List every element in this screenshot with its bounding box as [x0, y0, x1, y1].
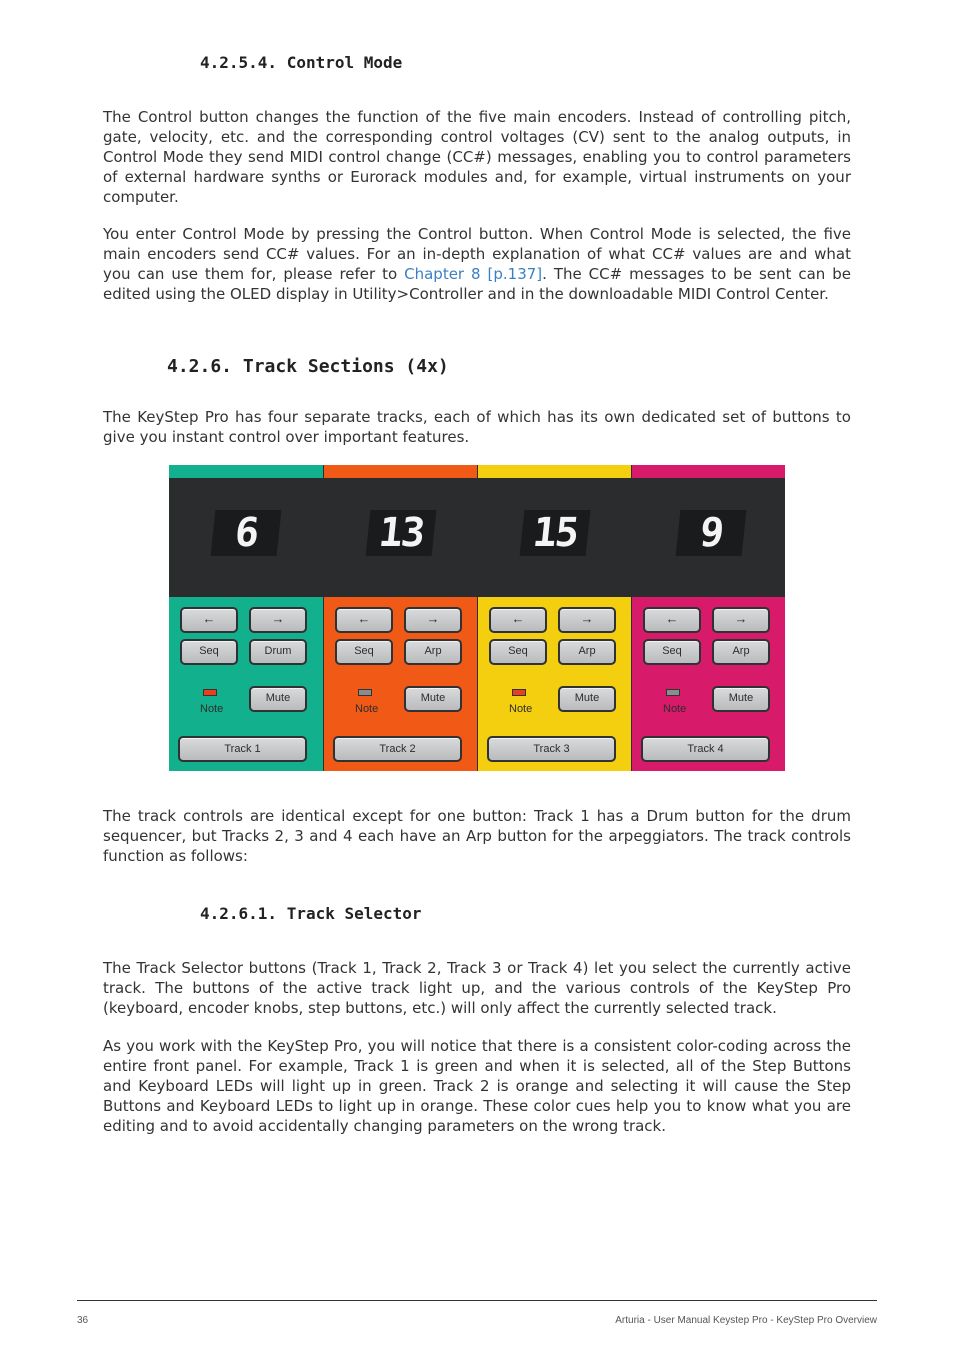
note-label: Note	[355, 703, 379, 715]
note-led	[203, 689, 217, 696]
prev-arrow-button[interactable]: ←	[180, 607, 238, 633]
mute-button[interactable]: Mute	[249, 686, 307, 712]
track-select-button[interactable]: Track 2	[333, 736, 462, 762]
track-select-button[interactable]: Track 3	[487, 736, 616, 762]
section-heading-control-mode: 4.2.5.4. Control Mode	[200, 53, 403, 72]
track-panel	[324, 597, 477, 771]
mode-button[interactable]: Arp	[404, 639, 462, 665]
paragraph-track-selector-buttons: The Track Selector buttons (Track 1, Track 2, Track 3 or Track 4) let you select the currently active track. The buttons of the active track light up, and the various controls of the KeyStep Pro (keyboard, encoder knobs, step buttons, etc.) will only affect the currently selected track.	[103, 959, 851, 1017]
prev-arrow-button[interactable]: ←	[643, 607, 701, 633]
paragraph-control-button: The Control button changes the function of the five main encoders. Instead of controlling pitch, gate, velocity, etc. and the corresponding control voltages (CV) sent to the analog outputs, in Control Mode they send MIDI control change (CC#) messages, enabling you to control parameters of external hardware synths or Eurorack modules and, for example, virtual instruments on your computer.	[103, 108, 851, 206]
section-heading-track-selector: 4.2.6.1. Track Selector	[200, 904, 422, 923]
mute-button[interactable]: Mute	[712, 686, 770, 712]
track-select-button[interactable]: Track 4	[641, 736, 770, 762]
track-color-band	[632, 465, 785, 478]
track-display-digits: 13	[366, 510, 437, 556]
track-display-digits: 15	[520, 510, 591, 556]
track-panel	[169, 597, 323, 771]
next-arrow-button[interactable]: →	[712, 607, 770, 633]
note-label: Note	[509, 703, 533, 715]
paragraph-text-before-link: You enter Control Mode by pressing the Control button. When Control Mode is selected, the five main encoders send CC# values. For an in-depth explanation of what CC# values are and what you can use them for, please refer to	[103, 225, 851, 283]
seq-button[interactable]: Seq	[180, 639, 238, 665]
track-display-digits: 6	[211, 510, 282, 556]
next-arrow-button[interactable]: →	[404, 607, 462, 633]
paragraph-four-tracks: The KeyStep Pro has four separate tracks, each of which has its own dedicated set of buttons to give you instant control over important features.	[103, 408, 851, 446]
note-label: Note	[663, 703, 687, 715]
mute-button[interactable]: Mute	[558, 686, 616, 712]
paragraph-enter-control-mode	[103, 224, 851, 304]
footer-divider	[77, 1300, 877, 1301]
track-panel	[478, 597, 631, 771]
note-label: Note	[200, 703, 224, 715]
mode-button[interactable]: Arp	[558, 639, 616, 665]
note-led	[358, 689, 372, 696]
track-select-button[interactable]: Track 1	[178, 736, 307, 762]
mode-button[interactable]: Drum	[249, 639, 307, 665]
prev-arrow-button[interactable]: ←	[335, 607, 393, 633]
seq-button[interactable]: Seq	[335, 639, 393, 665]
note-led	[512, 689, 526, 696]
track-display-digits: 9	[676, 510, 747, 556]
next-arrow-button[interactable]: →	[249, 607, 307, 633]
note-led	[666, 689, 680, 696]
track-color-band	[478, 465, 631, 478]
mode-button[interactable]: Arp	[712, 639, 770, 665]
section-heading-track-sections: 4.2.6. Track Sections (4x)	[167, 356, 449, 377]
track-color-band	[169, 465, 323, 478]
track-sections-figure	[169, 465, 785, 771]
seq-button[interactable]: Seq	[643, 639, 701, 665]
track-color-band	[324, 465, 477, 478]
paragraph-text-after-link: . The CC# messages to be sent can be edited using the OLED display in Utility>Controller and in the downloadable MIDI Control Center.	[103, 265, 851, 303]
footer-page-number: 36	[77, 1315, 89, 1326]
prev-arrow-button[interactable]: ←	[489, 607, 547, 633]
track-panel	[632, 597, 785, 771]
paragraph-track-controls: The track controls are identical except for one button: Track 1 has a Drum button for the drum sequencer, but Tracks 2, 3 and 4 each have an Arp button for the arpeggiators. The track controls function as follows:	[103, 807, 851, 865]
paragraph-color-coding: As you work with the KeyStep Pro, you will notice that there is a consistent color-coding across the entire front panel. For example, Track 1 is green and when it is selected, all of the Step Buttons and Keyboard LEDs will light up in green. Track 2 is orange and selecting it will cause the Step Buttons and Keyboard LEDs to light up in orange. These color cues help you to know what you are editing and to avoid accidentally changing parameters on the wrong track.	[103, 1037, 851, 1135]
footer-title: Arturia - User Manual Keystep Pro - KeyStep Pro Overview	[615, 1315, 877, 1326]
mute-button[interactable]: Mute	[404, 686, 462, 712]
next-arrow-button[interactable]: →	[558, 607, 616, 633]
seq-button[interactable]: Seq	[489, 639, 547, 665]
chapter-8-link[interactable]: Chapter 8 [p.137]	[404, 265, 543, 283]
